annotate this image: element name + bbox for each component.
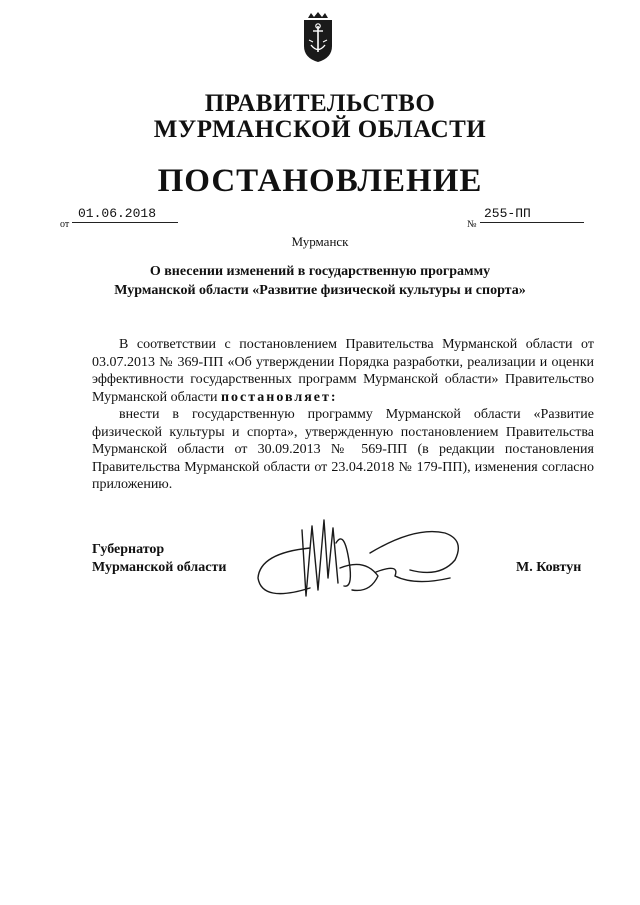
document-number: 255-ПП — [480, 206, 584, 223]
subject-line2: Мурманской области «Развитие физической культуры и спорта» — [114, 283, 526, 298]
org-name-line2: МУРМАНСКОЙ ОБЛАСТИ — [153, 116, 487, 143]
document-type-title: ПОСТАНОВЛЕНИЕ — [157, 163, 483, 199]
city-label: Мурманск — [291, 234, 349, 249]
coat-of-arms-icon — [300, 12, 336, 64]
document-date: 01.06.2018 — [72, 206, 178, 223]
org-name-line1: ПРАВИТЕЛЬСТВО — [204, 90, 436, 117]
decree-keyword: постановляет: — [220, 389, 338, 405]
body-paragraph-2: внести в государственную программу Мурманской области «Развитие физической культуры и спорта», утвержденную постановлением Правительства Мурманской области от 30.09.2013 № 569-ПП (в редакции постановления Правительства Мурманской области от 23.04.2018 № 179-ПП), изменения согласно приложению. — [92, 407, 594, 492]
document-body — [92, 336, 594, 494]
signer-name: М. Ковтун — [516, 560, 582, 575]
body-paragraph-1 — [92, 336, 594, 406]
subject-line1: О внесении изменений в государственную программу — [149, 264, 491, 279]
signer-title-line1: Губернатор — [92, 542, 165, 557]
number-prefix: № — [467, 219, 477, 230]
date-prefix: от — [60, 219, 70, 230]
handwritten-signature — [240, 508, 480, 608]
signer-title-line2: Мурманской области — [92, 560, 227, 575]
paragraph-1-text: В соответствии с постановлением Правительства Мурманской области от 03.07.2013 № 369-ПП «Об утверждении Порядка разработки, реализации и оценки эффективности государственных программ Мурманской области» Правительство Мурманской области — [92, 337, 594, 405]
